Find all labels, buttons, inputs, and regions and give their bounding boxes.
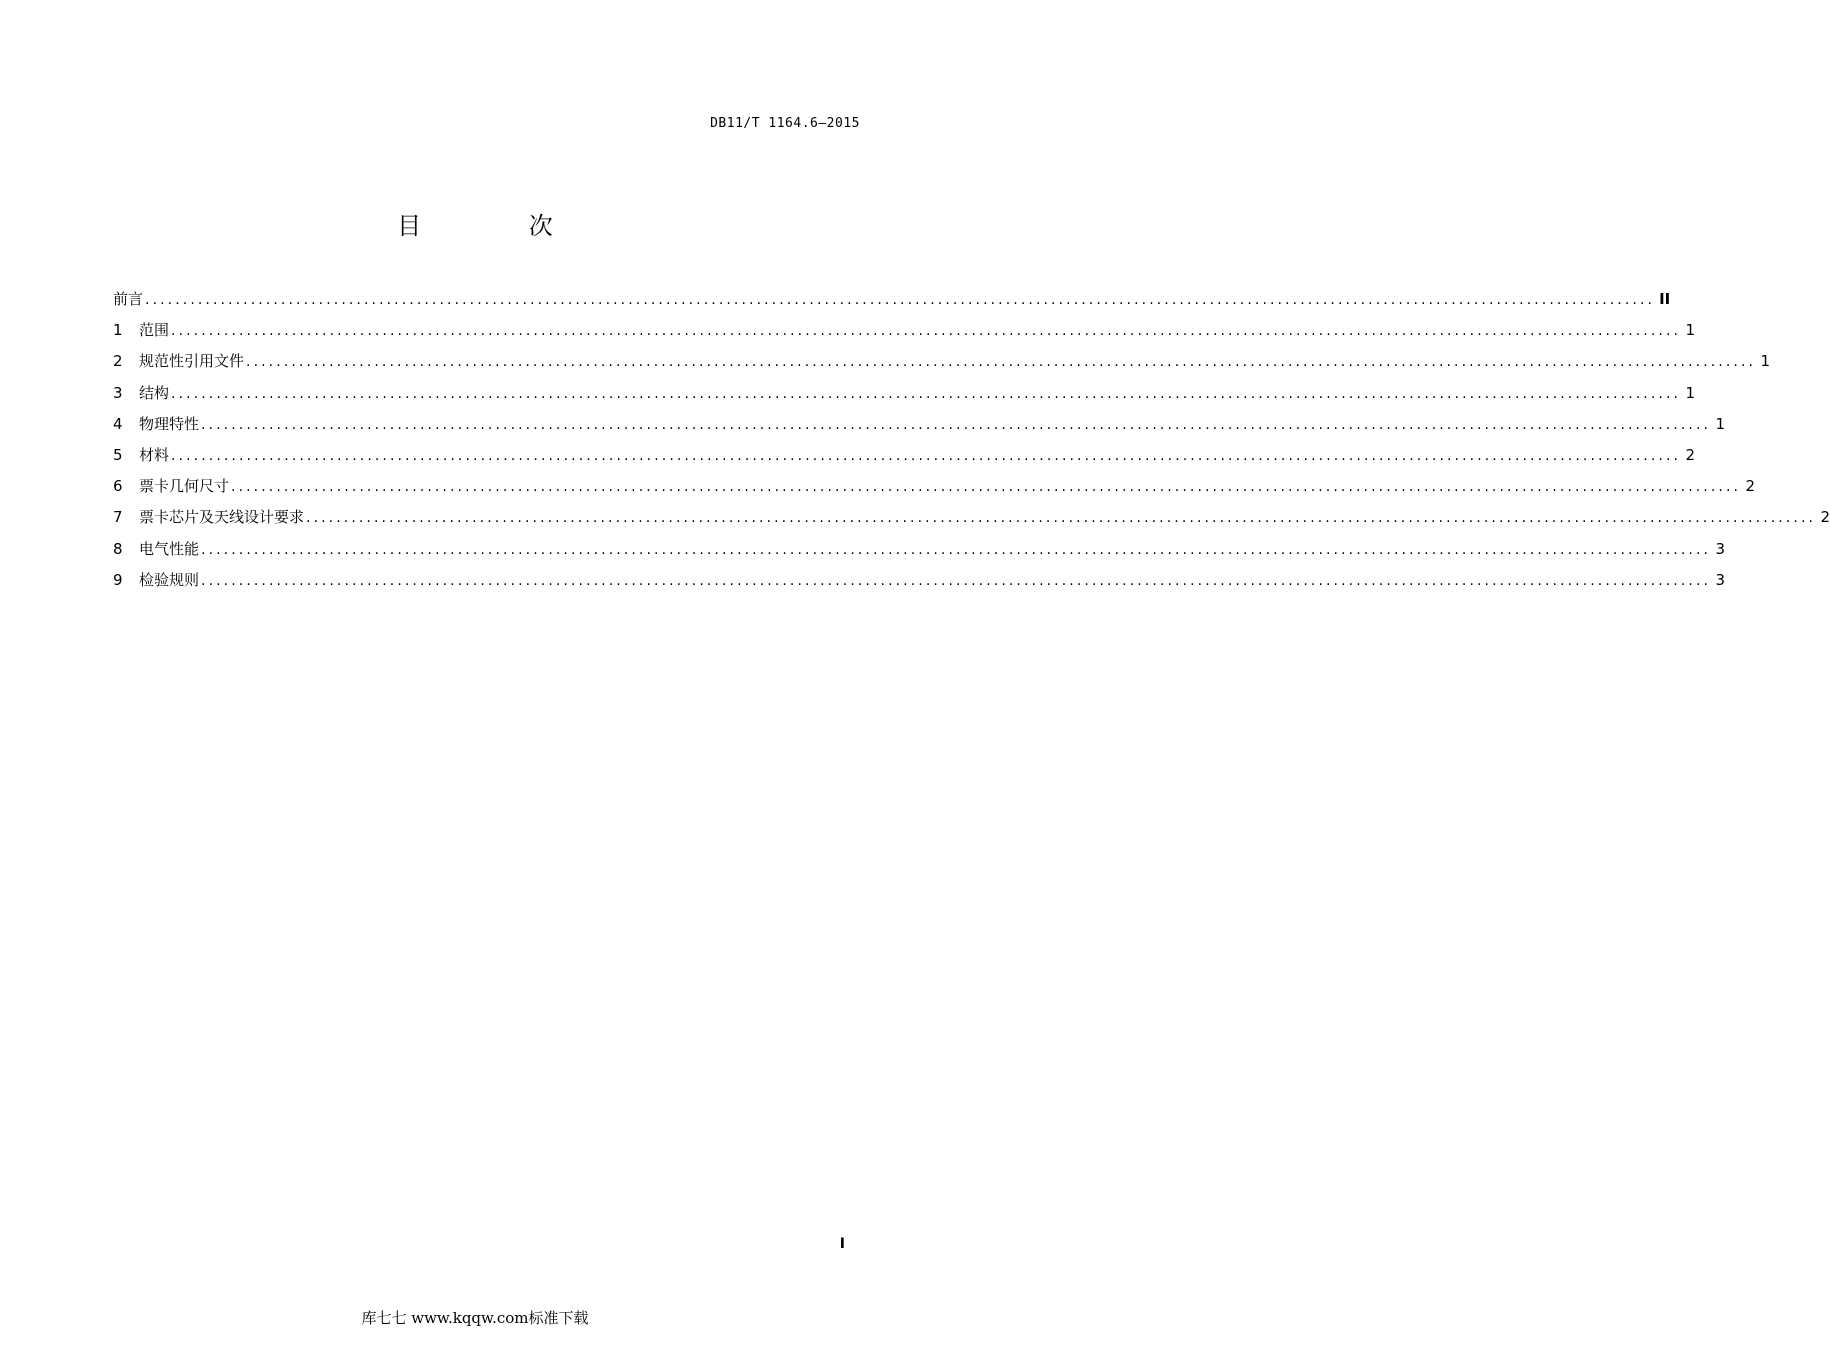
toc-entry-number: 6	[113, 477, 123, 496]
toc-entry-page: 1	[1685, 321, 1696, 340]
toc-leader-dots: ........................................................................................................................................................................................................	[201, 416, 1712, 433]
toc-entry[interactable]	[113, 506, 1830, 537]
toc-entry[interactable]	[113, 288, 1671, 319]
toc-entry-number: 4	[113, 414, 123, 433]
toc-entry-page: 2	[1820, 508, 1830, 527]
toc-entry-label: 材料	[139, 445, 170, 464]
toc-leader-dots: ........................................................................................................................................................................................................	[306, 510, 1817, 527]
toc-entry-label: 结构	[139, 383, 170, 402]
toc-entry[interactable]	[113, 319, 1696, 350]
toc-leader-dots: ........................................................................................................................................................................................................	[231, 479, 1742, 496]
toc-entry-label: 前言	[113, 290, 144, 308]
toc-entry-label: 票卡几何尺寸	[139, 477, 230, 496]
toc-entry-page: 2	[1745, 477, 1756, 496]
page-number: I	[839, 1236, 845, 1252]
toc-entry-number: 2	[113, 352, 123, 371]
toc-entry-label: 电气性能	[139, 539, 200, 558]
toc-entry-label: 规范性引用文件	[139, 352, 245, 371]
toc-leader-dots: ........................................................................................................................................................................................................	[246, 354, 1757, 371]
toc-entry-number: 7	[113, 508, 123, 527]
toc-leader-dots: ........................................................................................................................................................................................................	[201, 541, 1712, 558]
toc-leader-dots: ........................................................................................................................................................................................................	[201, 572, 1712, 589]
toc-entry-page: II	[1659, 290, 1671, 308]
toc-entry-label: 范围	[139, 321, 170, 340]
table-of-contents	[113, 288, 1830, 600]
toc-entry-label: 物理特性	[139, 414, 200, 433]
toc-entry[interactable]	[113, 538, 1726, 569]
toc-entry-label: 票卡芯片及天线设计要求	[139, 508, 305, 527]
page-title: 目 次	[397, 212, 603, 240]
toc-entry[interactable]	[113, 569, 1726, 600]
toc-entry[interactable]	[113, 444, 1696, 475]
toc-entry-number: 3	[113, 383, 123, 402]
toc-leader-dots: ........................................................................................................................................................................................................	[145, 292, 1656, 308]
toc-entry-page: 3	[1715, 570, 1726, 589]
toc-entry[interactable]	[113, 475, 1756, 506]
toc-entry-label: 检验规则	[139, 570, 200, 589]
toc-entry-number: 8	[113, 539, 123, 558]
toc-entry-number: 9	[113, 570, 123, 589]
toc-entry[interactable]	[113, 382, 1696, 413]
toc-entry-page: 3	[1715, 539, 1726, 558]
toc-entry-number: 5	[113, 445, 123, 464]
toc-entry-page: 1	[1685, 383, 1696, 402]
toc-entry[interactable]	[113, 413, 1726, 444]
toc-entry-page: 1	[1715, 414, 1726, 433]
toc-entry-number: 1	[113, 321, 123, 340]
toc-leader-dots: ........................................................................................................................................................................................................	[171, 385, 1682, 402]
toc-leader-dots: ........................................................................................................................................................................................................	[171, 323, 1682, 340]
footer-watermark: 库七七 www.kqqw.com标准下载	[361, 1309, 589, 1327]
toc-entry-page: 1	[1760, 352, 1771, 371]
toc-entry[interactable]	[113, 350, 1771, 381]
toc-leader-dots: ........................................................................................................................................................................................................	[171, 447, 1682, 464]
toc-entry-page: 2	[1685, 445, 1696, 464]
document-code: DB11/T 1164.6—2015	[710, 116, 860, 131]
